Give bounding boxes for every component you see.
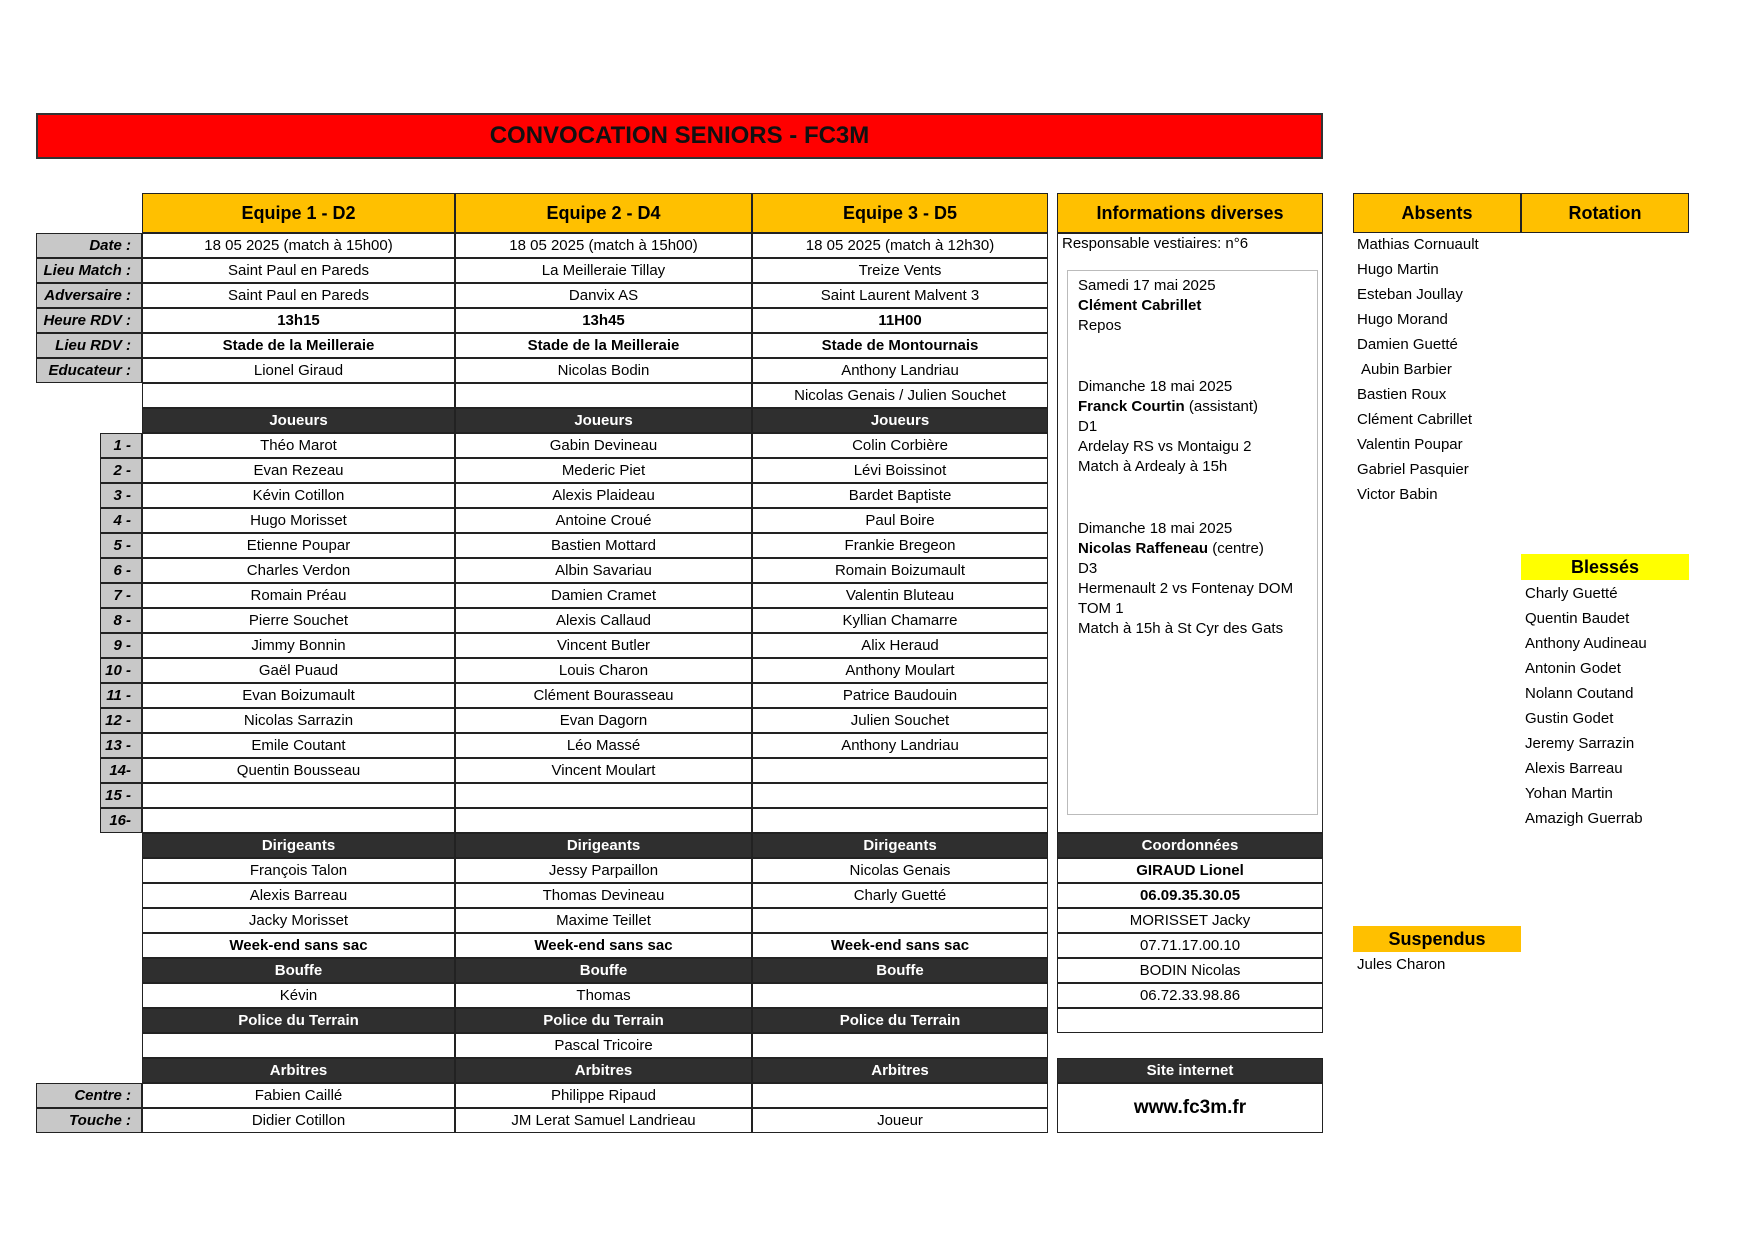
player-name: Nicolas Sarrazin [142, 708, 455, 733]
police-header: Police du Terrain [142, 1008, 455, 1033]
player-name: Bardet Baptiste [752, 483, 1048, 508]
player-number: 9 - [100, 633, 142, 658]
info-extra: Repos [1078, 317, 1122, 334]
dirigeant-name: François Talon [142, 858, 455, 883]
absent-name: Valentin Poupar [1357, 436, 1463, 453]
player-name: Kévin Cotillon [142, 483, 455, 508]
player-name: Léo Massé [455, 733, 752, 758]
absent-name: Bastien Roux [1357, 386, 1447, 403]
dirigeants-header: Dirigeants [752, 833, 1048, 858]
player-name [752, 758, 1048, 783]
player-number: 11 - [100, 683, 142, 708]
player-name: Alexis Callaud [455, 608, 752, 633]
player-number: 12 - [100, 708, 142, 733]
dirigeant-name: Maxime Teillet [455, 908, 752, 933]
team-lieu_rdv: Stade de Montournais [752, 333, 1048, 358]
bouffe-header: Bouffe [752, 958, 1048, 983]
referee-name: Nicolas Raffeneau [1078, 540, 1209, 557]
player-name: Valentin Bluteau [752, 583, 1048, 608]
player-name [455, 808, 752, 833]
info-match: Hermenault 2 vs Fontenay DOM [1078, 580, 1294, 597]
coordonnee-line: 06.72.33.98.86 [1057, 983, 1323, 1008]
team-lieu_rdv: Stade de la Meilleraie [142, 333, 455, 358]
player-name: Albin Savariau [455, 558, 752, 583]
player-name [752, 783, 1048, 808]
dirigeants-header: Dirigeants [142, 833, 455, 858]
absent-name: Clément Cabrillet [1357, 411, 1473, 428]
row-label-adversaire: Adversaire : [36, 283, 142, 308]
player-name: Pierre Souchet [142, 608, 455, 633]
info-date: Dimanche 18 mai 2025 [1078, 378, 1233, 395]
referee-role: (centre) [1208, 540, 1264, 557]
absents-header: Absents [1353, 193, 1521, 233]
team-heure_rdv: 13h45 [455, 308, 752, 333]
absent-name: Mathias Cornuault [1357, 236, 1479, 253]
player-name: Damien Cramet [455, 583, 752, 608]
team-header: Equipe 3 - D5 [752, 193, 1048, 233]
dirigeant-name [752, 908, 1048, 933]
bouffe-header: Bouffe [455, 958, 752, 983]
player-name: Vincent Moulart [455, 758, 752, 783]
player-name [752, 808, 1048, 833]
player-name: Emile Coutant [142, 733, 455, 758]
info-header: Informations diverses [1057, 193, 1323, 233]
blesse-name: Charly Guetté [1525, 585, 1618, 602]
info-date: Samedi 17 mai 2025 [1078, 277, 1216, 294]
player-name: Evan Dagorn [455, 708, 752, 733]
blesses-header: Blessés [1521, 554, 1689, 580]
player-name: Patrice Baudouin [752, 683, 1048, 708]
absent-name: Hugo Martin [1357, 261, 1439, 278]
arbitres-header: Arbitres [455, 1058, 752, 1083]
info-division: D1 [1078, 418, 1098, 435]
player-name: Evan Boizumault [142, 683, 455, 708]
player-name [455, 783, 752, 808]
joueurs-header: Joueurs [455, 408, 752, 433]
player-name: Etienne Poupar [142, 533, 455, 558]
page-title: CONVOCATION SENIORS - FC3M [36, 113, 1323, 159]
row-label-educateur: Educateur : [36, 358, 142, 383]
player-name: Kyllian Chamarre [752, 608, 1048, 633]
team-heure_rdv: 11H00 [752, 308, 1048, 333]
player-number: 13 - [100, 733, 142, 758]
coordonnee-line: BODIN Nicolas [1057, 958, 1323, 983]
player-name: Gaël Puaud [142, 658, 455, 683]
absent-name: Hugo Morand [1357, 311, 1448, 328]
team-educateur: Anthony Landriau [752, 358, 1048, 383]
arbitre-touche: JM Lerat Samuel Landrieau [455, 1108, 752, 1133]
team-date: 18 05 2025 (match à 12h30) [752, 233, 1048, 258]
player-name: Anthony Landriau [752, 733, 1048, 758]
info-match: TOM 1 [1078, 600, 1124, 617]
player-name: Charles Verdon [142, 558, 455, 583]
dirigeant-name: Nicolas Genais [752, 858, 1048, 883]
player-number: 6 - [100, 558, 142, 583]
joueurs-header: Joueurs [142, 408, 455, 433]
coordonnee-line [1057, 1008, 1323, 1033]
player-name: Alexis Plaideau [455, 483, 752, 508]
player-number: 14- [100, 758, 142, 783]
player-name: Julien Souchet [752, 708, 1048, 733]
player-name: Hugo Morisset [142, 508, 455, 533]
player-number: 1 - [100, 433, 142, 458]
referee-name: Franck Courtin [1078, 398, 1185, 415]
team-educateur: Nicolas Bodin [455, 358, 752, 383]
arbitre-touche: Joueur [752, 1108, 1048, 1133]
suspendus-header: Suspendus [1353, 926, 1521, 952]
team-lieu_match: Treize Vents [752, 258, 1048, 283]
arbitre-centre: Fabien Caillé [142, 1083, 455, 1108]
player-name: Colin Corbière [752, 433, 1048, 458]
team-lieu_match: Saint Paul en Pareds [142, 258, 455, 283]
blesse-name: Jeremy Sarrazin [1525, 735, 1635, 752]
info-time: Match à Ardealy à 15h [1078, 458, 1228, 475]
player-name: Romain Préau [142, 583, 455, 608]
info-time: Match à 15h à St Cyr des Gats [1078, 620, 1284, 637]
info-name [1078, 398, 1258, 415]
team-adversaire: Danvix AS [455, 283, 752, 308]
team-date: 18 05 2025 (match à 15h00) [455, 233, 752, 258]
team-adversaire: Saint Paul en Pareds [142, 283, 455, 308]
player-name: Antoine Croué [455, 508, 752, 533]
team-educateur2 [142, 383, 455, 408]
blesse-name: Quentin Baudet [1525, 610, 1630, 627]
team-date: 18 05 2025 (match à 15h00) [142, 233, 455, 258]
absent-name: Damien Guetté [1357, 336, 1458, 353]
player-name: Evan Rezeau [142, 458, 455, 483]
blesse-name: Yohan Martin [1525, 785, 1613, 802]
player-name: Bastien Mottard [455, 533, 752, 558]
info-name: Clément Cabrillet [1078, 297, 1202, 314]
bouffe-name: Kévin [142, 983, 455, 1008]
bouffe-name: Thomas [455, 983, 752, 1008]
info-name [1078, 540, 1264, 557]
coordonnee-line: 06.09.35.30.05 [1057, 883, 1323, 908]
player-number: 16- [100, 808, 142, 833]
referee-role: (assistant) [1184, 398, 1259, 415]
blesse-name: Anthony Audineau [1525, 635, 1647, 652]
team-educateur2 [455, 383, 752, 408]
blesse-name: Amazigh Guerrab [1525, 810, 1643, 827]
weekend-sans-sac: Week-end sans sac [142, 933, 455, 958]
absent-name: Aubin Barbier [1361, 361, 1452, 378]
dirigeant-name: Charly Guetté [752, 883, 1048, 908]
police-header: Police du Terrain [752, 1008, 1048, 1033]
row-label-date: Date : [36, 233, 142, 258]
team-lieu_rdv: Stade de la Meilleraie [455, 333, 752, 358]
player-name: Théo Marot [142, 433, 455, 458]
player-name: Jimmy Bonnin [142, 633, 455, 658]
player-name: Louis Charon [455, 658, 752, 683]
arbitre-centre: Philippe Ripaud [455, 1083, 752, 1108]
team-header: Equipe 2 - D4 [455, 193, 752, 233]
player-name: Alix Heraud [752, 633, 1048, 658]
absent-name: Victor Babin [1357, 486, 1438, 503]
arbitre-centre [752, 1083, 1048, 1108]
arbitre-touche: Didier Cotillon [142, 1108, 455, 1133]
team-heure_rdv: 13h15 [142, 308, 455, 333]
player-name: Anthony Moulart [752, 658, 1048, 683]
row-label-lieu_rdv: Lieu RDV : [36, 333, 142, 358]
player-number: 7 - [100, 583, 142, 608]
coordonnee-line: GIRAUD Lionel [1057, 858, 1323, 883]
player-number: 5 - [100, 533, 142, 558]
rotation-header: Rotation [1521, 193, 1689, 233]
vestiaires-note: Responsable vestiaires: n°6 [1062, 235, 1249, 252]
player-name: Paul Boire [752, 508, 1048, 533]
row-label-touche: Touche : [36, 1108, 142, 1133]
arbitres-header: Arbitres [142, 1058, 455, 1083]
player-name: Mederic Piet [455, 458, 752, 483]
blesse-name: Antonin Godet [1525, 660, 1621, 677]
row-label-lieu_match: Lieu Match : [36, 258, 142, 283]
dirigeant-name: Alexis Barreau [142, 883, 455, 908]
player-number: 3 - [100, 483, 142, 508]
player-number: 2 - [100, 458, 142, 483]
bouffe-header: Bouffe [142, 958, 455, 983]
dirigeant-name: Jacky Morisset [142, 908, 455, 933]
player-name: Quentin Bousseau [142, 758, 455, 783]
police-name [142, 1033, 455, 1058]
police-name: Pascal Tricoire [455, 1033, 752, 1058]
player-name: Romain Boizumault [752, 558, 1048, 583]
row-label-heure_rdv: Heure RDV : [36, 308, 142, 333]
player-name: Gabin Devineau [455, 433, 752, 458]
info-division: D3 [1078, 560, 1098, 577]
player-name [142, 783, 455, 808]
team-lieu_match: La Meilleraie Tillay [455, 258, 752, 283]
blesse-name: Gustin Godet [1525, 710, 1614, 727]
team-educateur: Lionel Giraud [142, 358, 455, 383]
joueurs-header: Joueurs [752, 408, 1048, 433]
blesse-name: Alexis Barreau [1525, 760, 1623, 777]
suspendu-name: Jules Charon [1357, 956, 1446, 973]
team-adversaire: Saint Laurent Malvent 3 [752, 283, 1048, 308]
info-date: Dimanche 18 mai 2025 [1078, 520, 1233, 537]
police-header: Police du Terrain [455, 1008, 752, 1033]
info-match: Ardelay RS vs Montaigu 2 [1078, 438, 1252, 455]
police-name [752, 1033, 1048, 1058]
player-name: Lévi Boissinot [752, 458, 1048, 483]
coordonnee-line: MORISSET Jacky [1057, 908, 1323, 933]
player-name: Vincent Butler [455, 633, 752, 658]
coordonnees-header: Coordonnées [1057, 833, 1323, 858]
player-number: 10 - [100, 658, 142, 683]
absent-name: Gabriel Pasquier [1357, 461, 1469, 478]
player-number: 8 - [100, 608, 142, 633]
player-number: 4 - [100, 508, 142, 533]
dirigeant-name: Thomas Devineau [455, 883, 752, 908]
player-number: 15 - [100, 783, 142, 808]
dirigeants-header: Dirigeants [455, 833, 752, 858]
player-name: Clément Bourasseau [455, 683, 752, 708]
blesse-name: Nolann Coutand [1525, 685, 1634, 702]
team-header: Equipe 1 - D2 [142, 193, 455, 233]
absent-name: Esteban Joullay [1357, 286, 1463, 303]
player-name: Frankie Bregeon [752, 533, 1048, 558]
row-label-centre: Centre : [36, 1083, 142, 1108]
site-header: Site internet [1057, 1058, 1323, 1083]
coordonnee-line: 07.71.17.00.10 [1057, 933, 1323, 958]
bouffe-name [752, 983, 1048, 1008]
site-url-link[interactable]: www.fc3m.fr [1057, 1083, 1323, 1133]
weekend-sans-sac: Week-end sans sac [752, 933, 1048, 958]
arbitres-header: Arbitres [752, 1058, 1048, 1083]
player-name [142, 808, 455, 833]
dirigeant-name: Jessy Parpaillon [455, 858, 752, 883]
weekend-sans-sac: Week-end sans sac [455, 933, 752, 958]
team-educateur2: Nicolas Genais / Julien Souchet [752, 383, 1048, 408]
